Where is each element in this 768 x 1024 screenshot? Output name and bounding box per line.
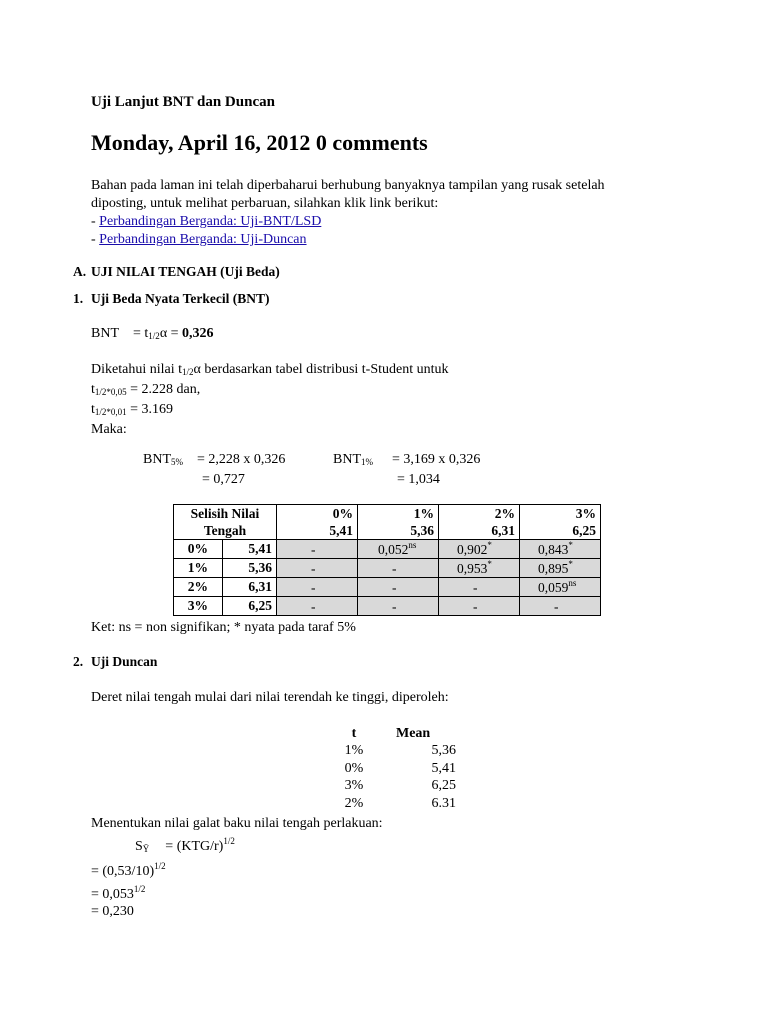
- table-cell: [439, 597, 520, 616]
- header-cell: 3%: [520, 505, 601, 523]
- bnt-formula: [91, 326, 214, 342]
- cell-sup: *: [568, 540, 573, 550]
- table-cell: [439, 578, 520, 597]
- header-cell: Tengah: [174, 522, 277, 540]
- formula-alpha: α =: [159, 326, 183, 341]
- mean-table: [326, 725, 456, 813]
- table-cell: [439, 559, 520, 578]
- calc-eq: = 3,169 x 0,326: [392, 452, 481, 467]
- galat-sup: 1/2: [154, 861, 166, 871]
- cell-value: -: [473, 580, 478, 595]
- header-cell: 5,41: [277, 522, 358, 540]
- galat-section: [91, 815, 383, 921]
- table-cell: [520, 578, 601, 597]
- table-row: [174, 540, 601, 559]
- cell-value: 0,059: [538, 580, 569, 595]
- cell-value: 0,953: [457, 561, 488, 576]
- cell-value: -: [311, 542, 316, 557]
- table-row: [174, 559, 601, 578]
- galat-sup: 1/2: [223, 835, 235, 846]
- table-cell: [520, 559, 601, 578]
- header-cell: Selisih Nilai: [174, 505, 277, 523]
- known-values: [91, 361, 449, 439]
- cell-sup: *: [568, 559, 573, 569]
- table-cell: [358, 559, 439, 578]
- galat-line: = 0,230: [91, 904, 134, 919]
- blog-title: Uji Lanjut BNT dan Duncan: [91, 94, 275, 110]
- mean-cell: 6,25: [431, 778, 456, 794]
- section-title: UJI NILAI TENGAH (Uji Beda): [91, 264, 280, 279]
- table-note: Ket: ns = non signifikan; * nyata pada taraf 5%: [91, 620, 356, 635]
- link-bnt-lsd[interactable]: Perbandingan Berganda: Uji-BNT/LSD: [99, 214, 322, 229]
- known-sub: 1/2: [181, 367, 194, 377]
- table-header-row: [174, 522, 601, 540]
- table-header-row: [326, 725, 456, 743]
- known-sub: 1/2*0,01: [94, 407, 127, 417]
- table-cell: [277, 559, 358, 578]
- calc-label: BNT: [333, 452, 361, 467]
- t-cell: 0%: [344, 760, 364, 776]
- galat-sup: 1/2: [133, 883, 146, 894]
- table-row: [326, 743, 456, 761]
- cell-value: -: [392, 599, 397, 614]
- row-mean: 6,31: [222, 578, 276, 597]
- cell-sup: ns: [568, 578, 577, 588]
- table-row: [326, 778, 456, 796]
- cell-value: -: [311, 561, 316, 576]
- cell-sup: ns: [408, 540, 417, 550]
- post-date-heading: Monday, April 16, 2012 0 comments: [91, 130, 428, 155]
- known-text: = 2.228 dan,: [126, 382, 201, 397]
- t-cell: 2%: [344, 795, 364, 811]
- header-cell: Mean: [396, 725, 431, 741]
- galat-sub: Ȳ: [142, 843, 150, 854]
- galat-line: [91, 881, 383, 904]
- table-header-row: [174, 505, 601, 523]
- header-cell: 6,25: [520, 522, 601, 540]
- section-number: 1.: [73, 291, 84, 306]
- row-label: 3%: [174, 597, 223, 616]
- header-cell: 2%: [439, 505, 520, 523]
- deret-text: Deret nilai tengah mulai dari nilai terendah ke tinggi, diperoleh:: [91, 690, 449, 705]
- calc-sub: 5%: [171, 457, 183, 467]
- galat-text: = 0,053: [91, 886, 134, 902]
- known-text: = 3.169: [126, 402, 174, 417]
- formula-lhs: BNT: [91, 326, 119, 341]
- calc-eq: = 2,228 x 0,326: [197, 452, 286, 467]
- galat-line: [91, 858, 383, 881]
- calc-eq: = 0,727: [202, 472, 245, 487]
- table-row: [174, 597, 601, 616]
- link-prefix: -: [91, 232, 100, 247]
- calc-eq: = 1,034: [397, 472, 440, 487]
- mean-cell: 5,36: [431, 743, 456, 759]
- cell-value: 0,902: [457, 542, 488, 557]
- header-cell: 6,31: [439, 522, 520, 540]
- intro-paragraph: [91, 177, 605, 249]
- cell-value: -: [473, 599, 478, 614]
- cell-value: -: [311, 580, 316, 595]
- known-text: Diketahui nilai t: [91, 362, 182, 377]
- row-label: 2%: [174, 578, 223, 597]
- calc-label: BNT: [143, 452, 171, 467]
- table-cell: [277, 597, 358, 616]
- known-text: Maka:: [91, 422, 127, 437]
- known-text: t: [91, 402, 95, 417]
- known-text: t: [91, 382, 95, 397]
- row-mean: 5,36: [222, 559, 276, 578]
- cell-value: -: [392, 580, 397, 595]
- galat-text: S: [135, 838, 143, 854]
- row-label: 0%: [174, 540, 223, 559]
- table-cell: [358, 578, 439, 597]
- cell-value: 0,843: [538, 542, 569, 557]
- header-cell: 5,36: [358, 522, 439, 540]
- header-cell: t: [351, 725, 357, 741]
- section-1-heading: [73, 291, 270, 307]
- formula-eq: = t: [133, 326, 149, 341]
- header-cell: 1%: [358, 505, 439, 523]
- table-row: [326, 760, 456, 778]
- t-cell: 3%: [344, 778, 364, 794]
- section-title: Uji Beda Nyata Terkecil (BNT): [91, 291, 270, 306]
- intro-line: Bahan pada laman ini telah diperbaharui berhubung banyaknya tampilan yang rusak setelah: [91, 178, 605, 193]
- table-cell: [520, 540, 601, 559]
- intro-line: diposting, untuk melihat perbaruan, silahkan klik link berikut:: [91, 196, 439, 211]
- cell-value: -: [554, 599, 559, 614]
- bnt-table: [173, 504, 601, 616]
- calc-sub: 1%: [361, 457, 373, 467]
- section-number: 2.: [73, 654, 84, 669]
- table-cell: [358, 540, 439, 559]
- row-mean: 6,25: [222, 597, 276, 616]
- formula-value: 0,326: [182, 326, 214, 341]
- section-title: Uji Duncan: [91, 654, 158, 669]
- galat-line: Menentukan nilai galat baku nilai tengah perlakuan:: [91, 816, 383, 831]
- section-a-heading: [73, 264, 280, 280]
- calc-bnt1: [333, 451, 480, 488]
- cell-sup: *: [487, 540, 492, 550]
- link-duncan[interactable]: Perbandingan Berganda: Uji-Duncan: [99, 232, 307, 247]
- galat-text: = (0,53/10): [91, 864, 155, 879]
- header-cell: 0%: [277, 505, 358, 523]
- galat-text: = (KTG/r): [165, 838, 224, 854]
- cell-sup: *: [487, 559, 492, 569]
- table-cell: [277, 578, 358, 597]
- link-prefix: -: [91, 214, 100, 229]
- section-number: A.: [73, 264, 87, 279]
- row-label: 1%: [174, 559, 223, 578]
- calc-bnt5: [143, 451, 285, 488]
- cell-value: 0,895: [538, 561, 569, 576]
- table-cell: [277, 540, 358, 559]
- table-cell: [520, 597, 601, 616]
- t-cell: 1%: [344, 743, 364, 759]
- table-row: [174, 578, 601, 597]
- cell-value: -: [392, 561, 397, 576]
- table-cell: [358, 597, 439, 616]
- mean-cell: 5,41: [431, 760, 456, 776]
- cell-value: 0,052: [378, 542, 409, 557]
- table-cell: [439, 540, 520, 559]
- table-row: [326, 795, 456, 813]
- section-2-heading: [73, 654, 157, 670]
- mean-cell: 6.31: [431, 795, 456, 811]
- galat-line: [91, 833, 383, 859]
- cell-value: -: [311, 599, 316, 614]
- row-mean: 5,41: [222, 540, 276, 559]
- formula-sub: 1/2: [148, 331, 160, 341]
- known-sub: 1/2*0,05: [94, 387, 127, 397]
- known-text: α berdasarkan tabel distribusi t-Student untuk: [193, 362, 449, 377]
